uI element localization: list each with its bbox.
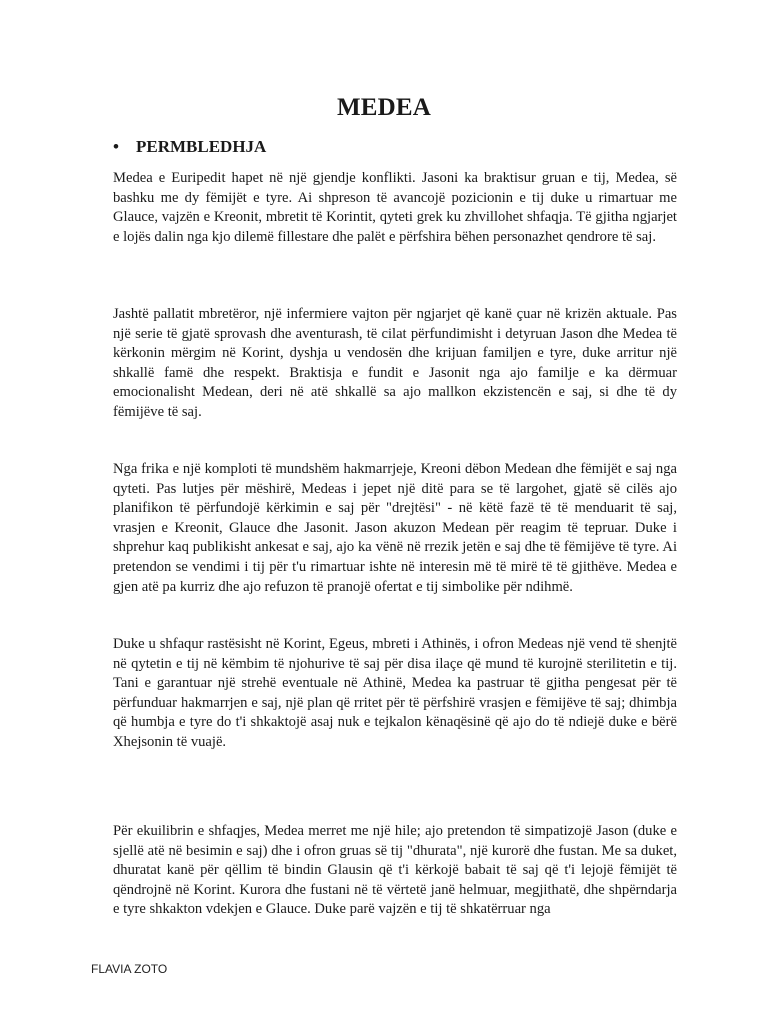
- bullet-icon: •: [113, 137, 119, 156]
- paragraph-4: Duke u shfaqur rastësisht në Korint, Egeus, mbreti i Athinës, i ofron Medeas një vend të shenjtë në qytetin e tij në këmbim të njohurive të saj për disa ilaçe që mund të kurojnë sterilitetin e tij. Tani e garantuar një strehë eventuale në Athinë, Medea ka pastruar të gjitha pengesat për të përfunduar hakmarrjen e saj, një plan që rritet për të përfshirë vrasjen e fëmijëve të saj; dhimbja që humbja e tyre do t'i shkaktojë asaj nuk e tejkalon kënaqësinë që ajo do të ndiejë duke e bërë Xhejsonin të vuajë.: [113, 636, 677, 750]
- paragraph-1: Medea e Euripedit hapet në një gjendje konflikti. Jasoni ka braktisur gruan e tij, Medea, së bashku me dy fëmijët e tyre. Ai shpreson të avancojë pozicionin e tij duke u rimartuar me Glauce, vajzën e Kreonit, mbretit të Korintit, qyteti grek ku zhvillohet shfaqja. Të gjitha ngjarjet e lojës dalin nga kjo dilemë fillestare dhe palët e përfshira bëhen personazhet qendrore të saj.: [113, 170, 677, 245]
- paragraph-2: Jashtë pallatit mbretëror, një infermiere vajton për ngjarjet që kanë çuar në krizën aktuale. Pas një serie të gjatë sprovash dhe aventurash, të cilat përfundimisht i detyruan Jason dhe Medea të kërkonin mërgim në Korint, dyshja u vendosën dhe krijuan familjen e tyre, duke arritur një shkallë famë dhe respekt. Braktisja e fundit e Jasonit nga ajo familje e ka dërmuar emocionalisht Medean, deri në atë shkallë sa ajo mallkon ekzistencën e saj, si dhe të dy fëmijëve të saj.: [113, 306, 677, 420]
- section-heading: [113, 137, 266, 157]
- footer-author: FLAVIA ZOTO: [91, 962, 168, 976]
- section-heading-text: PERMBLEDHJA: [136, 137, 267, 156]
- paragraph-3: Nga frika e një komploti të mundshëm hakmarrjeje, Kreoni dëbon Medean dhe fëmijët e saj nga qyteti. Pas lutjes për mëshirë, Medeas i jepet një ditë para se të largohet, gjatë së cilës ajo planifikon të përfundojë kërkimin e saj për "drejtësi" - në këtë fazë të të menduarit të saj, vrasjen e Kreonit, Glauce dhe Jasonit. Jason akuzon Medean për reagim të tepruar. Duke i shprehur kaq publikisht ankesat e saj, ajo ka vënë në rrezik jetën e saj dhe të fëmijëve të tyre. Ai pretendon se vendimi i tij për t'u rimartuar ishte në interesin më të mirë të të gjithëve. Medea e gjen atë pa kurriz dhe ajo refuzon të pranojë ofertat e tij simbolike për ndihmë.: [113, 461, 677, 595]
- paragraph-5: Për ekuilibrin e shfaqjes, Medea merret me një hile; ajo pretendon të simpatizojë Jason (duke e sjellë atë në besimin e saj) dhe i ofron gruas së tij "dhurata", një kurorë dhe fustan. Me sa duket, dhuratat kanë për qëllim të bindin Glausin që t'i kërkojë babait të saj që t'i lejojë fëmijët të qëndrojnë në Korint. Kurora dhe fustani në të vërtetë janë helmuar, megjithatë, dhe shpërndarja e tyre shkakton vdekjen e Glauce. Duke parë vajzën e tij të shkatërruar nga: [113, 823, 677, 918]
- document-title: MEDEA: [336, 94, 432, 121]
